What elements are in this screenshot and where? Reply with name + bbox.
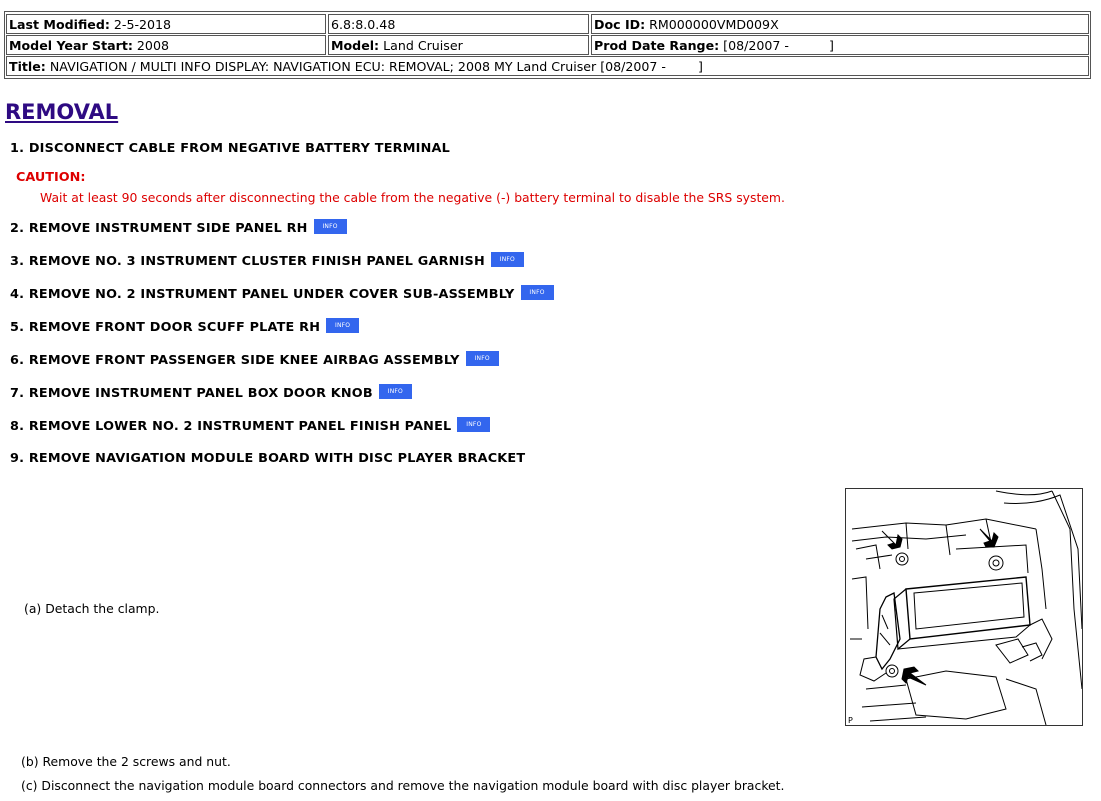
- title-cell: Title: NAVIGATION / MULTI INFO DISPLAY: NAVIGATION ECU: REMOVAL; 2008 MY Land Cruiser [08/2007 - ]: [6, 56, 1089, 76]
- header-row-1: [6, 14, 1089, 34]
- substep-c: (c) Disconnect the navigation module board connectors and remove the navigation module board with disc player bracket.: [21, 778, 785, 793]
- illustration-svg: [846, 489, 1082, 725]
- last-modified-cell: Last Modified: 2-5-2018: [6, 14, 326, 34]
- step-5: 5. REMOVE FRONT DOOR SCUFF PLATE RH INFO: [10, 320, 359, 335]
- last-modified-value: 2-5-2018: [113, 17, 172, 32]
- model-year-value: 2008: [136, 38, 169, 53]
- model-value: Land Cruiser: [383, 38, 463, 53]
- caution-label: CAUTION:: [16, 170, 86, 185]
- info-button[interactable]: INFO: [314, 219, 347, 234]
- prod-date-value: [08/2007 - ]: [723, 38, 834, 53]
- prod-date-cell: Prod Date Range: [08/2007 - ]: [591, 35, 1089, 55]
- info-button[interactable]: INFO: [326, 318, 359, 333]
- document-header-table: [4, 11, 1091, 79]
- step-1: 1. DISCONNECT CABLE FROM NEGATIVE BATTERY TERMINAL: [10, 141, 450, 156]
- step-3: 3. REMOVE NO. 3 INSTRUMENT CLUSTER FINISH PANEL GARNISH INFO: [10, 254, 524, 269]
- substep-b: (b) Remove the 2 screws and nut.: [21, 754, 231, 769]
- version-value: 6.8:8.0.48: [331, 17, 396, 32]
- step-9: 9. REMOVE NAVIGATION MODULE BOARD WITH DISC PLAYER BRACKET: [10, 451, 526, 466]
- model-cell: Model: Land Cruiser: [328, 35, 589, 55]
- header-row-2: [6, 35, 1089, 55]
- title-value: NAVIGATION / MULTI INFO DISPLAY: NAVIGATION ECU: REMOVAL; 2008 MY Land Cruiser [08/2007 - ]: [49, 59, 703, 74]
- header-row-3: [6, 56, 1089, 76]
- step-6: 6. REMOVE FRONT PASSENGER SIDE KNEE AIRBAG ASSEMBLY INFO: [10, 353, 499, 368]
- doc-id-cell: Doc ID: RM000000VMD009X: [591, 14, 1089, 34]
- info-button[interactable]: INFO: [457, 417, 490, 432]
- model-year-cell: Model Year Start: 2008: [6, 35, 326, 55]
- substep-a: (a) Detach the clamp.: [24, 601, 160, 616]
- page-title[interactable]: REMOVAL: [5, 100, 119, 124]
- caution-text: Wait at least 90 seconds after disconnecting the cable from the negative (-) battery terminal to disable the SRS system.: [40, 190, 785, 205]
- step-2: 2. REMOVE INSTRUMENT SIDE PANEL RH INFO: [10, 221, 347, 236]
- doc-id-value: RM000000VMD009X: [649, 17, 779, 32]
- info-button[interactable]: INFO: [491, 252, 524, 267]
- info-button[interactable]: INFO: [379, 384, 412, 399]
- step-8: 8. REMOVE LOWER NO. 2 INSTRUMENT PANEL FINISH PANEL INFO: [10, 419, 490, 434]
- info-button[interactable]: INFO: [521, 285, 554, 300]
- figure-code: P: [848, 716, 853, 725]
- info-button[interactable]: INFO: [466, 351, 499, 366]
- version-cell: [328, 14, 589, 34]
- navigation-module-illustration: [845, 488, 1083, 726]
- step-4: 4. REMOVE NO. 2 INSTRUMENT PANEL UNDER COVER SUB-ASSEMBLY INFO: [10, 287, 554, 302]
- step-7: 7. REMOVE INSTRUMENT PANEL BOX DOOR KNOB INFO: [10, 386, 412, 401]
